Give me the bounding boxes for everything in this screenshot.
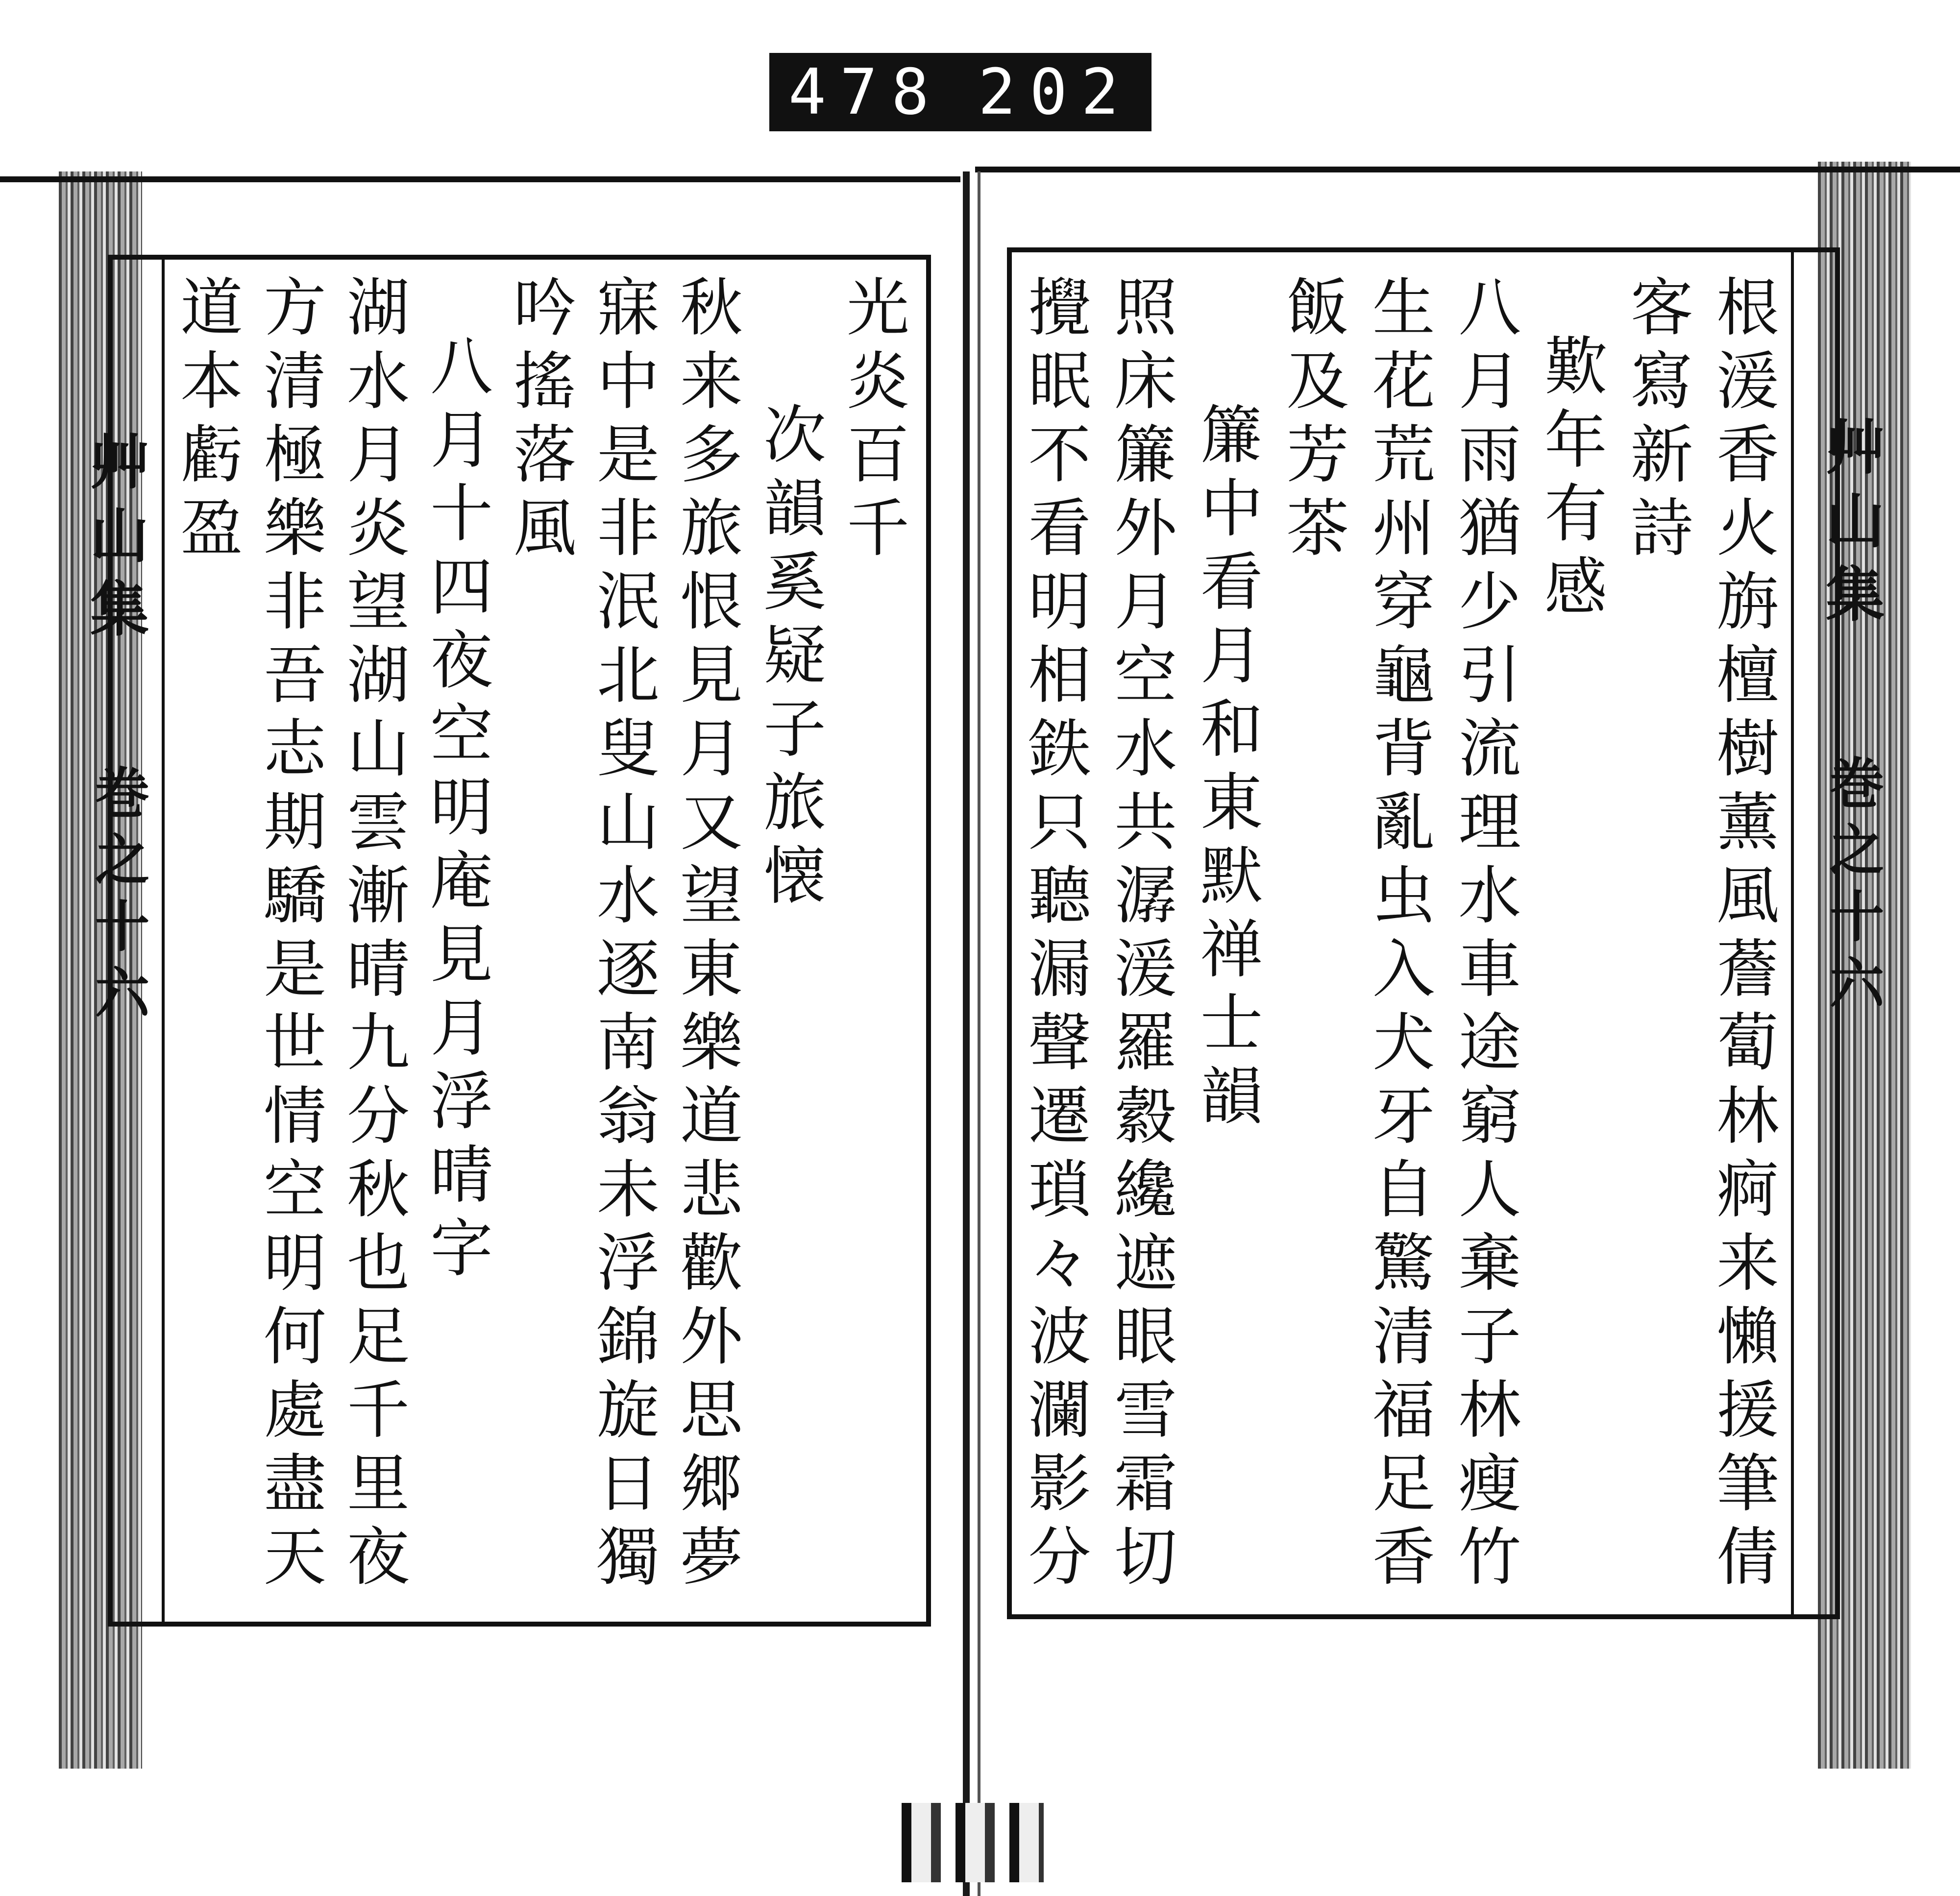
text-column: 客寫新詩 xyxy=(1619,274,1693,568)
archive-number-label xyxy=(769,53,1152,131)
right-margin-title: 艸山集 xyxy=(1816,416,1885,637)
left-page-text xyxy=(169,274,919,1607)
left-top-rule xyxy=(0,176,960,182)
poem-title-column: 次韻奚疑子旅懐 xyxy=(753,402,826,916)
archive-number-right: 202 xyxy=(978,55,1133,129)
right-page-text xyxy=(1014,274,1788,1607)
poem-title-column: 八月十四夜空明庵見月浮晴字 xyxy=(419,333,492,1288)
poem-title-column: 歎年有感 xyxy=(1533,333,1607,627)
text-column: 吟搖落風 xyxy=(503,274,576,568)
text-column: 道本虧盈 xyxy=(170,274,243,568)
text-column: 飯及芳茶 xyxy=(1275,274,1349,568)
text-column: 湖水月炎望湖山雲漸晴九分秋也足千里夜 xyxy=(336,274,409,1597)
left-margin-title: 艸山集 xyxy=(80,431,149,652)
right-margin-volume: 巻之十六 xyxy=(1820,754,1885,1021)
text-column: 八月雨猶少引流理水車途窮人棄子林瘦竹 xyxy=(1447,274,1521,1597)
text-column: 寐中是非泯北叟山水逐南翁未浮錦旋日獨 xyxy=(586,274,659,1597)
text-column: 秋来多旅恨見月又望東樂道悲歡外思郷夢 xyxy=(669,274,742,1597)
text-column: 方清極樂非吾志期驕是世情空明何處盡天 xyxy=(253,274,326,1597)
right-page-inner-rule xyxy=(1791,252,1794,1614)
left-page-inner-rule xyxy=(162,260,165,1622)
text-column: 根湲香火旃檀樹薰風薝蔔林痾来懶援筆倩 xyxy=(1706,274,1779,1597)
binding-mark xyxy=(902,1803,1044,1882)
poem-title-column: 簾中看月和東默禅士韻 xyxy=(1189,402,1263,1137)
right-top-rule xyxy=(975,167,1960,172)
text-column: 攪眠不看明相鉄只聽漏聲遷瑣々波瀾影分 xyxy=(1017,274,1091,1597)
text-column: 生花荒州穿龜背亂虫入犬牙自驚清福足香 xyxy=(1361,274,1435,1597)
archive-number-left: 478 xyxy=(788,55,943,129)
text-column: 光炎百千 xyxy=(836,274,909,568)
book-spine xyxy=(963,171,970,1896)
book-spine-shadow xyxy=(978,171,980,1896)
text-column: 照床簾外月空水共潺湲羅縠纔遮眼雪霜切 xyxy=(1103,274,1177,1597)
left-margin-volume: 巻之十六 xyxy=(86,764,150,1031)
